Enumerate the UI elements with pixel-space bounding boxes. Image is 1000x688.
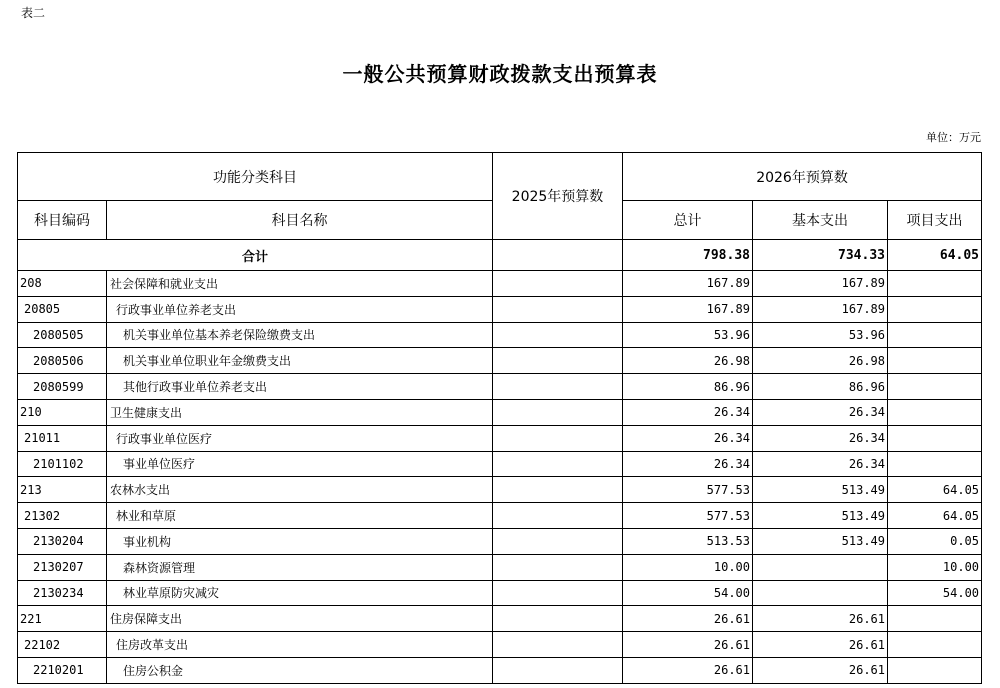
total-basic: 734.33	[753, 240, 888, 271]
table-row	[18, 528, 982, 554]
row-name: 农林水支出	[107, 477, 493, 503]
row-project	[888, 296, 982, 322]
row-code: 2130207	[18, 554, 107, 580]
row-code: 2130234	[18, 580, 107, 606]
row-project	[888, 606, 982, 632]
row-budget-2025	[493, 374, 623, 400]
budget-table	[17, 152, 982, 684]
header-name: 科目名称	[107, 201, 493, 240]
row-project: 64.05	[888, 477, 982, 503]
row-basic: 26.34	[753, 399, 888, 425]
row-basic: 26.34	[753, 451, 888, 477]
row-total: 26.34	[623, 425, 753, 451]
table-row	[18, 554, 982, 580]
row-basic: 513.49	[753, 477, 888, 503]
table-row	[18, 657, 982, 683]
row-budget-2025	[493, 657, 623, 683]
total-total: 798.38	[623, 240, 753, 271]
total-label: 合计	[18, 240, 493, 271]
row-budget-2025	[493, 271, 623, 297]
row-total: 26.61	[623, 632, 753, 658]
row-total: 167.89	[623, 271, 753, 297]
row-basic: 26.98	[753, 348, 888, 374]
row-total: 577.53	[623, 503, 753, 529]
header-function-class: 功能分类科目	[18, 153, 493, 201]
row-basic: 53.96	[753, 322, 888, 348]
row-total: 26.98	[623, 348, 753, 374]
row-basic: 26.34	[753, 425, 888, 451]
row-name: 住房公积金	[107, 657, 493, 683]
total-project: 64.05	[888, 240, 982, 271]
row-budget-2025	[493, 580, 623, 606]
row-code: 2080505	[18, 322, 107, 348]
row-name: 行政事业单位医疗	[107, 425, 493, 451]
table-row	[18, 271, 982, 297]
row-name: 林业和草原	[107, 503, 493, 529]
row-project: 64.05	[888, 503, 982, 529]
row-total: 54.00	[623, 580, 753, 606]
row-total: 53.96	[623, 322, 753, 348]
sheet-label: 表二	[21, 6, 46, 20]
table-row	[18, 322, 982, 348]
row-code: 210	[18, 399, 107, 425]
row-project: 54.00	[888, 580, 982, 606]
row-total: 86.96	[623, 374, 753, 400]
header-basic: 基本支出	[753, 201, 888, 240]
header-total: 总计	[623, 201, 753, 240]
header-project: 项目支出	[888, 201, 982, 240]
row-budget-2025	[493, 528, 623, 554]
row-code: 221	[18, 606, 107, 632]
row-name: 机关事业单位职业年金缴费支出	[107, 348, 493, 374]
header-budget-2025: 2025年预算数	[493, 153, 623, 240]
row-budget-2025	[493, 554, 623, 580]
row-budget-2025	[493, 399, 623, 425]
row-name: 卫生健康支出	[107, 399, 493, 425]
row-total: 26.34	[623, 451, 753, 477]
header-code: 科目编码	[18, 201, 107, 240]
row-project	[888, 348, 982, 374]
row-total: 26.61	[623, 606, 753, 632]
table-row	[18, 296, 982, 322]
table-row	[18, 580, 982, 606]
table-row	[18, 399, 982, 425]
row-code: 213	[18, 477, 107, 503]
row-name: 社会保障和就业支出	[107, 271, 493, 297]
row-basic: 86.96	[753, 374, 888, 400]
row-budget-2025	[493, 503, 623, 529]
row-total: 26.34	[623, 399, 753, 425]
header-budget-2026: 2026年预算数	[623, 153, 982, 201]
unit-label: 单位：万元	[926, 131, 981, 144]
row-name: 林业草原防灾减灾	[107, 580, 493, 606]
row-name: 其他行政事业单位养老支出	[107, 374, 493, 400]
row-total: 167.89	[623, 296, 753, 322]
page-title: 一般公共预算财政拨款支出预算表	[342, 62, 658, 86]
row-total: 26.61	[623, 657, 753, 683]
row-project	[888, 657, 982, 683]
row-code: 22102	[18, 632, 107, 658]
row-basic: 167.89	[753, 271, 888, 297]
row-code: 21302	[18, 503, 107, 529]
row-code: 2101102	[18, 451, 107, 477]
table-row	[18, 503, 982, 529]
row-total: 10.00	[623, 554, 753, 580]
row-total: 577.53	[623, 477, 753, 503]
total-budget-2025	[493, 240, 623, 271]
row-basic: 513.49	[753, 528, 888, 554]
row-name: 森林资源管理	[107, 554, 493, 580]
row-name: 事业机构	[107, 528, 493, 554]
table-row	[18, 477, 982, 503]
row-basic: 167.89	[753, 296, 888, 322]
row-project	[888, 271, 982, 297]
row-project	[888, 374, 982, 400]
row-code: 2130204	[18, 528, 107, 554]
row-basic: 513.49	[753, 503, 888, 529]
row-project	[888, 399, 982, 425]
row-budget-2025	[493, 425, 623, 451]
row-name: 住房保障支出	[107, 606, 493, 632]
row-code: 2080506	[18, 348, 107, 374]
row-budget-2025	[493, 632, 623, 658]
row-project	[888, 632, 982, 658]
table-row	[18, 606, 982, 632]
row-code: 21011	[18, 425, 107, 451]
row-name: 机关事业单位基本养老保险缴费支出	[107, 322, 493, 348]
row-name: 事业单位医疗	[107, 451, 493, 477]
row-budget-2025	[493, 451, 623, 477]
row-code: 20805	[18, 296, 107, 322]
table-row	[18, 425, 982, 451]
row-budget-2025	[493, 477, 623, 503]
row-project: 0.05	[888, 528, 982, 554]
table-row	[18, 451, 982, 477]
row-project: 10.00	[888, 554, 982, 580]
table-row	[18, 348, 982, 374]
row-basic: 26.61	[753, 657, 888, 683]
row-project	[888, 425, 982, 451]
row-total: 513.53	[623, 528, 753, 554]
row-basic	[753, 580, 888, 606]
row-code: 208	[18, 271, 107, 297]
row-code: 2210201	[18, 657, 107, 683]
table-row	[18, 374, 982, 400]
row-basic	[753, 554, 888, 580]
total-row	[18, 240, 982, 271]
row-budget-2025	[493, 348, 623, 374]
row-budget-2025	[493, 606, 623, 632]
row-basic: 26.61	[753, 606, 888, 632]
table-row	[18, 632, 982, 658]
row-budget-2025	[493, 322, 623, 348]
row-basic: 26.61	[753, 632, 888, 658]
row-project	[888, 322, 982, 348]
row-code: 2080599	[18, 374, 107, 400]
row-name: 行政事业单位养老支出	[107, 296, 493, 322]
row-budget-2025	[493, 296, 623, 322]
row-project	[888, 451, 982, 477]
row-name: 住房改革支出	[107, 632, 493, 658]
